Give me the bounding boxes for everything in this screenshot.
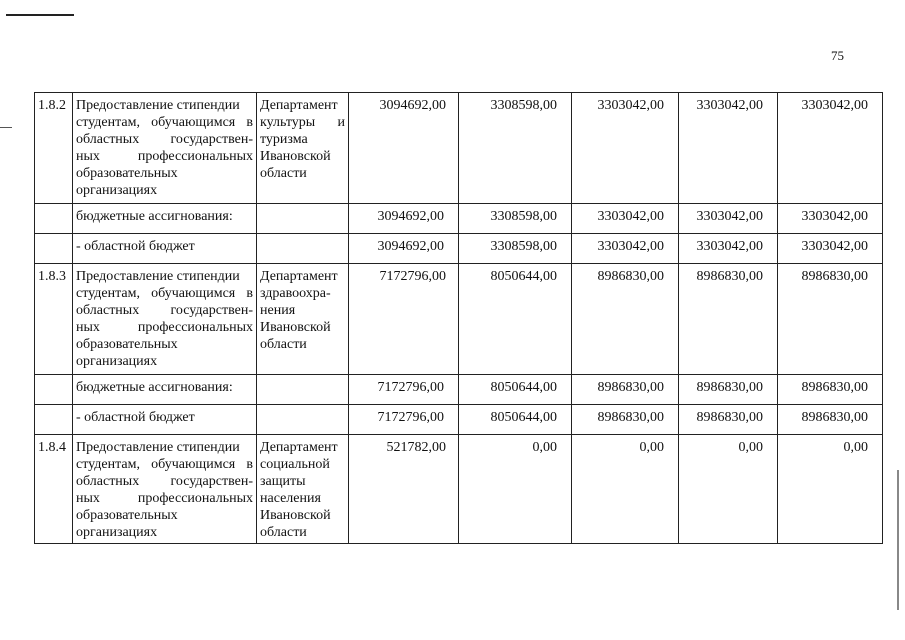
value-cell: 8986830,00 — [572, 405, 679, 435]
item-executor-line: области — [260, 166, 307, 181]
value-cell: 8050644,00 — [459, 375, 572, 405]
value-cell: 3308598,00 — [459, 234, 572, 264]
value-cell: 8050644,00 — [459, 405, 572, 435]
empty-cell — [257, 204, 349, 234]
item-name-line: ных профессиональных — [76, 320, 253, 335]
item-executor-line: туризма — [260, 132, 308, 147]
item-name-line: студентам, обучающимся в — [76, 457, 253, 472]
value-cell: 3308598,00 — [459, 93, 572, 204]
value-cell: 8986830,00 — [778, 405, 883, 435]
value-cell: 3303042,00 — [679, 204, 778, 234]
value-cell: 3303042,00 — [572, 93, 679, 204]
item-name-line: студентам, обучающимся в — [76, 286, 253, 301]
item-name — [73, 435, 257, 544]
value-cell: 7172796,00 — [349, 264, 459, 375]
page-number: 75 — [831, 48, 844, 63]
value-cell: 3303042,00 — [572, 234, 679, 264]
item-executor — [257, 93, 349, 204]
value-cell: 0,00 — [572, 435, 679, 544]
item-executor — [257, 435, 349, 544]
item-name-line: областных государствен- — [76, 474, 253, 489]
value-cell: 8050644,00 — [459, 264, 572, 375]
value-cell: 3094692,00 — [349, 204, 459, 234]
item-name-line: Предоставление стипендии — [76, 440, 240, 455]
row-label: - областной бюджет — [73, 234, 257, 264]
value-cell: 7172796,00 — [349, 405, 459, 435]
row-label: - областной бюджет — [73, 405, 257, 435]
item-name-line: организациях — [76, 354, 158, 369]
table-row — [35, 204, 883, 234]
item-name-line: организациях — [76, 525, 158, 540]
row-label: бюджетные ассигнования: — [73, 375, 257, 405]
value-cell: 3303042,00 — [572, 204, 679, 234]
item-name-line: организациях — [76, 183, 158, 198]
value-cell: 3303042,00 — [778, 93, 883, 204]
value-cell: 521782,00 — [349, 435, 459, 544]
item-name-line: ных профессиональных — [76, 491, 253, 506]
item-executor-line: населения — [260, 491, 321, 506]
table-row — [35, 375, 883, 405]
item-name-line: студентам, обучающимся в — [76, 115, 253, 130]
budget-table — [34, 92, 883, 544]
item-name-line: образовательных — [76, 337, 178, 352]
value-cell: 8986830,00 — [778, 375, 883, 405]
item-name-line: Предоставление стипендии — [76, 98, 240, 113]
value-cell: 0,00 — [778, 435, 883, 544]
value-cell: 3303042,00 — [778, 204, 883, 234]
value-cell: 3308598,00 — [459, 204, 572, 234]
item-executor-line: Департамент — [260, 440, 338, 455]
value-cell: 8986830,00 — [778, 264, 883, 375]
empty-cell — [257, 234, 349, 264]
empty-cell — [35, 204, 73, 234]
value-cell: 8986830,00 — [679, 264, 778, 375]
item-name-line: Предоставление стипендии — [76, 269, 240, 284]
item-name-line: ных профессиональных — [76, 149, 253, 164]
item-executor-line: социальной — [260, 457, 330, 472]
value-cell: 7172796,00 — [349, 375, 459, 405]
item-executor-line: здравоохра- — [260, 286, 331, 301]
margin-mark — [0, 127, 12, 128]
empty-cell — [257, 375, 349, 405]
item-name-line: образовательных — [76, 508, 178, 523]
value-cell: 3303042,00 — [679, 93, 778, 204]
table-row — [35, 405, 883, 435]
value-cell: 0,00 — [679, 435, 778, 544]
item-number: 1.8.2 — [35, 93, 73, 204]
value-cell: 8986830,00 — [572, 375, 679, 405]
row-label: бюджетные ассигнования: — [73, 204, 257, 234]
item-executor-line: культуры и — [260, 115, 345, 130]
empty-cell — [35, 405, 73, 435]
item-name — [73, 264, 257, 375]
value-cell: 3303042,00 — [778, 234, 883, 264]
item-executor-line: Ивановской — [260, 508, 331, 523]
item-name-line: областных государствен- — [76, 132, 253, 147]
item-executor-line: области — [260, 525, 307, 540]
item-executor-line: области — [260, 337, 307, 352]
empty-cell — [35, 234, 73, 264]
item-executor — [257, 264, 349, 375]
value-cell: 3094692,00 — [349, 234, 459, 264]
item-executor-line: Департамент — [260, 98, 338, 113]
item-executor-line: защиты — [260, 474, 306, 489]
item-executor-line: Ивановской — [260, 320, 331, 335]
item-name-line: образовательных — [76, 166, 178, 181]
table-row — [35, 435, 883, 544]
value-cell: 3094692,00 — [349, 93, 459, 204]
value-cell: 0,00 — [459, 435, 572, 544]
value-cell: 8986830,00 — [572, 264, 679, 375]
table-row — [35, 234, 883, 264]
table-row — [35, 264, 883, 375]
scan-edge — [897, 470, 899, 610]
empty-cell — [35, 375, 73, 405]
item-executor-line: Ивановской — [260, 149, 331, 164]
table-row — [35, 93, 883, 204]
item-executor-line: Департамент — [260, 269, 338, 284]
value-cell: 8986830,00 — [679, 405, 778, 435]
item-number: 1.8.4 — [35, 435, 73, 544]
header-rule — [6, 14, 74, 16]
value-cell: 3303042,00 — [679, 234, 778, 264]
item-name-line: областных государствен- — [76, 303, 253, 318]
value-cell: 8986830,00 — [679, 375, 778, 405]
item-name — [73, 93, 257, 204]
item-executor-line: нения — [260, 303, 296, 318]
empty-cell — [257, 405, 349, 435]
item-number: 1.8.3 — [35, 264, 73, 375]
